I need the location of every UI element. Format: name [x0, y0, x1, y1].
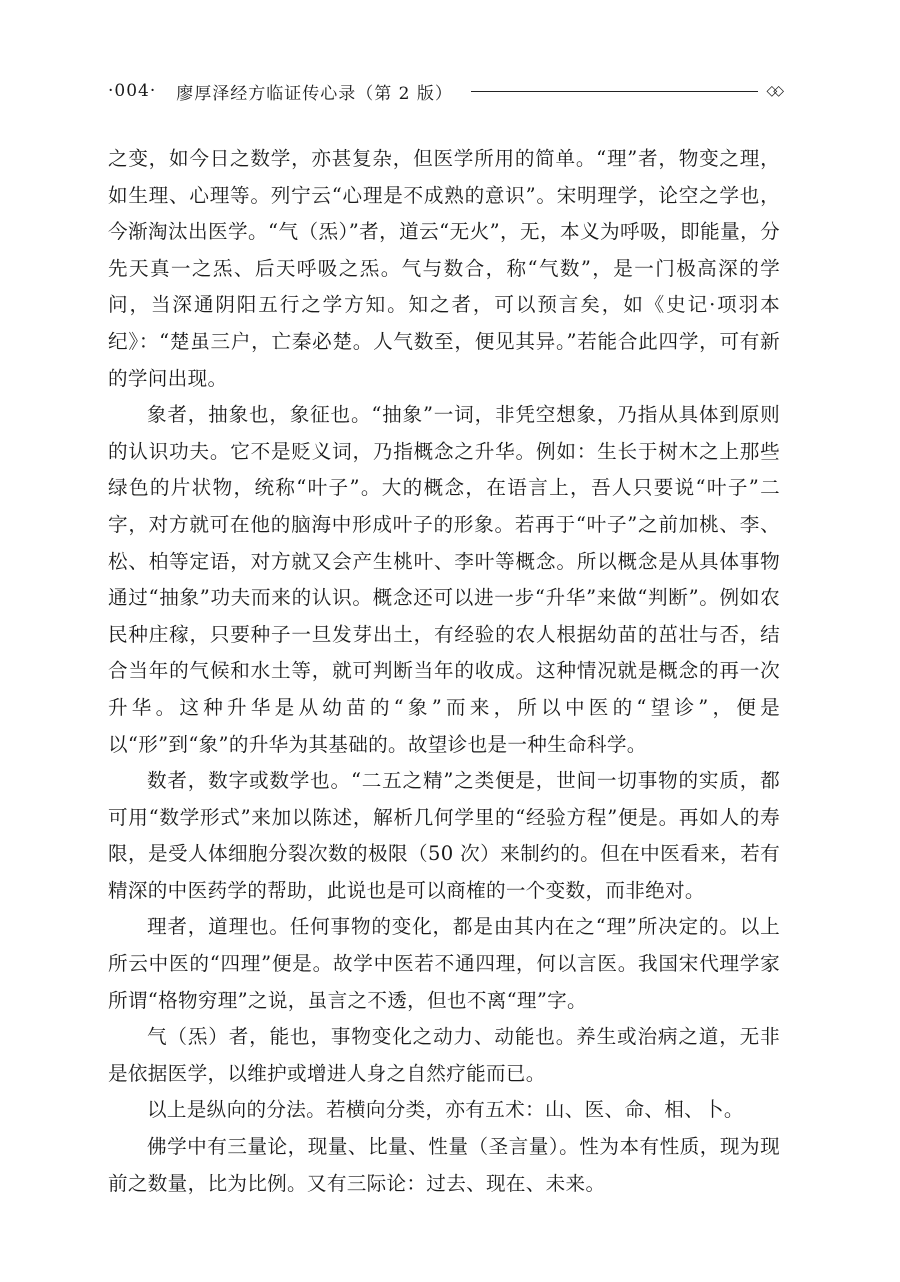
page-number: ·004· [108, 81, 157, 101]
header-rule [471, 91, 759, 92]
running-title: 廖厚泽经方临证传心录（第 2 版） [176, 83, 453, 104]
body-text [108, 141, 780, 1202]
paragraph: 之变，如今日之数学，亦甚复杂，但医学所用的简单。“理”者，物变之理，如生理、心理等。列宁云“心理是不成熟的意识”。宋明理学，论空之学也，今渐淘汰出医学。“气（炁）”者，道云“无火”，无，本义为呼吸，即能量，分先天真一之炁、后天呼吸之炁。气与数合，称“气数”，是一门极高深的学问，当深通阴阳五行之学方知。知之者，可以预言矣，如《史记·项羽本纪》：“楚虽三户，亡秦必楚。人气数至，便见其异。”若能合此四学，可有新的学问出现。 [108, 147, 780, 390]
page-header [108, 78, 780, 104]
paragraph: 以上是纵向的分法。若横向分类，亦有五术：山、医、命、相、卜。 [147, 1098, 744, 1122]
paragraph: 数者，数字或数学也。“二五之精”之类便是，世间一切事物的实质，都可用“数学形式”来加以陈述，解析几何学里的“经验方程”便是。再如人的寿限，是受人体细胞分裂次数的极限（50 次）来制约的。但在中医看来，若有精深的中医药学的帮助，此说也是可以商榷的一个变数，而非绝对。 [108, 769, 780, 902]
paragraph: 象者，抽象也，象征也。“抽象”一词，非凭空想象，乃指从具体到原则的认识功夫。它不是贬义词，乃指概念之升华。例如：生长于树木之上那些绿色的片状物，统称“叶子”。大的概念，在语言上，吾人只要说“叶子”二字，对方就可在他的脑海中形成叶子的形象。若再于“叶子”之前加桃、李、松、柏等定语，对方就又会产生桃叶、李叶等概念。所以概念是从具体事物通过“抽象”功夫而来的认识。概念还可以进一步“升华”来做“判断”。例如农民种庄稼，只要种子一旦发芽出土，有经验的农人根据幼苗的茁壮与否，结合当年的气候和水土等，就可判断当年的收成。这种情况就是概念的再一次升华。这种升华是从幼苗的“象”而来，所以中医的“望诊”，便是以“形”到“象”的升华为其基础的。故望诊也是一种生命科学。 [108, 403, 780, 756]
paragraph: 气（炁）者，能也，事物变化之动力、动能也。养生或治病之道，无非是依据医学，以维护或增进人身之自然疗能而已。 [108, 1025, 780, 1085]
paragraph: 理者，道理也。任何事物的变化，都是由其内在之“理”所决定的。以上所云中医的“四理”便是。故学中医若不通四理，何以言医。我国宋代理学家所谓“格物穷理”之说，虽言之不透，但也不离“理”字。 [108, 915, 780, 1012]
paragraph: 佛学中有三量论，现量、比量、性量（圣言量）。性为本有性质，现为现前之数量，比为比例。又有三际论：过去、现在、未来。 [108, 1135, 780, 1195]
diamond-ornament-icon: ◇◇ [766, 83, 780, 99]
